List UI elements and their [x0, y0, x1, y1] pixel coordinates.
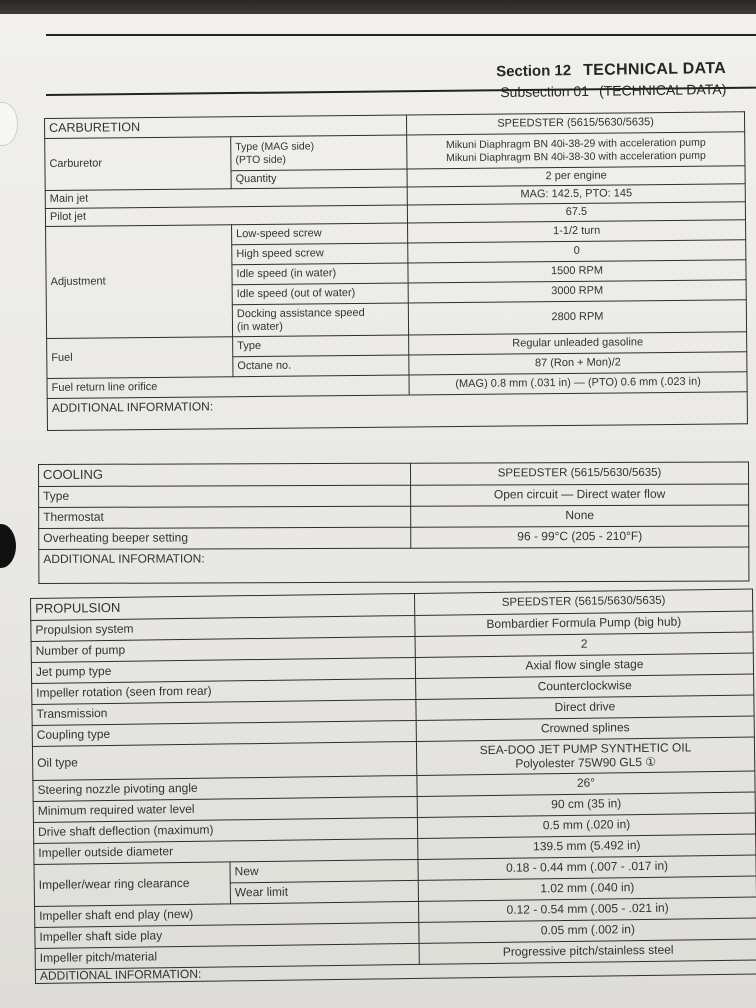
ring-clearance-new-label: New	[230, 859, 418, 882]
cooling-additional-info: ADDITIONAL INFORMATION:	[39, 547, 749, 583]
carburetor-type-label: Type (MAG side) (PTO side)	[231, 135, 407, 171]
section-title: TECHNICAL DATA	[583, 60, 727, 79]
transmission-label: Transmission	[32, 699, 416, 725]
main-jet-value: MAG: 142.5, PTO: 145	[407, 184, 745, 205]
water-level-label: Minimum required water level	[33, 796, 417, 822]
low-speed-label: Low-speed screw	[232, 223, 408, 245]
propulsion-system-label: Propulsion system	[31, 615, 415, 641]
propulsion-table	[30, 589, 756, 984]
fuel-type-label: Type	[233, 335, 409, 357]
oil-type-label: Oil type	[32, 741, 416, 780]
subsection-heading	[496, 81, 726, 100]
fuel-return-value: (MAG) 0.8 mm (.031 in) — (PTO) 0.6 mm (.023 in)	[409, 372, 747, 395]
carburetion-table	[44, 111, 748, 431]
carburetion-model: SPEEDSTER (5615/5630/5635)	[407, 112, 745, 135]
quantity-label: Quantity	[231, 169, 407, 189]
impeller-diameter-label: Impeller outside diameter	[34, 838, 418, 864]
ring-clearance-new-value: 0.18 - 0.44 mm (.007 - .017 in)	[418, 855, 756, 880]
high-speed-value: 0	[408, 240, 746, 263]
octane-label: Octane no.	[233, 355, 409, 377]
propulsion-title: PROPULSION	[31, 593, 415, 620]
idle-out-label: Idle speed (out of water)	[232, 283, 408, 305]
binder-hole-top	[0, 102, 18, 146]
shaft-deflection-label: Drive shaft deflection (maximum)	[33, 817, 417, 843]
nozzle-angle-label: Steering nozzle pivoting angle	[33, 775, 417, 801]
cooling-title: COOLING	[39, 463, 411, 486]
subsection-title: (TECHNICAL DATA)	[598, 80, 727, 99]
pump-type-label: Jet pump type	[31, 657, 415, 683]
main-jet-label: Main jet	[45, 187, 407, 208]
transmission-value: Direct drive	[416, 695, 754, 720]
pump-count-label: Number of pump	[31, 636, 415, 662]
docking-value: 2800 RPM	[408, 300, 746, 335]
section-heading	[496, 60, 726, 81]
shaft-end-play-value: 0.12 - 0.54 mm (.005 - .021 in)	[419, 897, 756, 922]
shaft-end-play-label: Impeller shaft end play (new)	[35, 901, 419, 927]
impeller-pitch-value: Progressive pitch/stainless steel	[419, 939, 756, 964]
water-level-value: 90 cm (35 in)	[417, 792, 755, 817]
shaft-deflection-value: 0.5 mm (.020 in)	[417, 813, 755, 838]
carburetor-label: Carburetor	[45, 137, 231, 191]
idle-water-value: 1500 RPM	[408, 260, 746, 283]
shaft-side-play-value: 0.05 mm (.002 in)	[419, 918, 756, 943]
pilot-jet-value: 67.5	[407, 202, 745, 223]
quantity-value: 2 per engine	[407, 166, 745, 187]
octane-value: 87 (Ron + Mon)/2	[409, 352, 747, 375]
idle-out-value: 3000 RPM	[408, 280, 746, 303]
impeller-rotation-value: Counterclockwise	[416, 674, 754, 699]
carburetor-type-value: Mikuni Diaphragm BN 40i-38-29 with acceleration pump Mikuni Diaphragm BN 40i-38-30 with acceleration pump	[407, 132, 745, 169]
page-header	[496, 60, 726, 100]
cooling-type-value: Open circuit — Direct water flow	[411, 484, 749, 506]
propulsion-system-value: Bombardier Formula Pump (big hub)	[415, 611, 753, 636]
adjustment-label: Adjustment	[46, 225, 233, 339]
coupling-label: Coupling type	[32, 720, 416, 746]
propulsion-model: SPEEDSTER (5615/5630/5635)	[414, 589, 752, 615]
binder-hole-middle	[0, 524, 16, 568]
pump-count-value: 2	[415, 632, 753, 657]
impeller-pitch-label: Impeller pitch/material	[35, 943, 419, 969]
oil-type-value: SEA-DOO JET PUMP SYNTHETIC OIL Polyolester 75W90 GL5 ①	[416, 737, 754, 775]
ring-clearance-wear-value: 1.02 mm (.040 in)	[418, 876, 756, 901]
impeller-diameter-value: 139.5 mm (5.492 in)	[418, 834, 756, 859]
pump-type-value: Axial flow single stage	[415, 653, 753, 678]
high-speed-label: High speed screw	[232, 243, 408, 265]
cooling-model: SPEEDSTER (5615/5630/5635)	[410, 462, 748, 485]
shaft-side-play-label: Impeller shaft side play	[35, 922, 419, 948]
docking-label: Docking assistance speed (in water)	[232, 303, 408, 337]
coupling-value: Crowned splines	[416, 716, 754, 741]
thermostat-value: None	[411, 505, 749, 527]
nozzle-angle-value: 26°	[417, 771, 755, 796]
cooling-type-label: Type	[39, 485, 411, 507]
beeper-value: 96 - 99°C (205 - 210°F)	[411, 526, 749, 548]
fuel-label: Fuel	[47, 337, 233, 379]
carburetion-title: CARBURETION	[45, 115, 407, 138]
ring-clearance-wear-label: Wear limit	[230, 880, 418, 903]
ring-clearance-label: Impeller/wear ring clearance	[34, 862, 231, 907]
propulsion-additional-info: ADDITIONAL INFORMATION:	[35, 960, 756, 983]
idle-water-label: Idle speed (in water)	[232, 263, 408, 285]
low-speed-value: 1-1/2 turn	[408, 220, 746, 243]
section-number: Section 12	[496, 62, 572, 81]
beeper-label: Overheating beeper setting	[39, 527, 411, 549]
subsection-number: Subsection 01	[500, 82, 590, 101]
header-rule-top	[46, 34, 756, 36]
pilot-jet-label: Pilot jet	[45, 205, 407, 226]
fuel-type-value: Regular unleaded gasoline	[409, 332, 747, 355]
thermostat-label: Thermostat	[39, 506, 411, 528]
impeller-rotation-label: Impeller rotation (seen from rear)	[32, 678, 416, 704]
carburetion-additional-info: ADDITIONAL INFORMATION:	[47, 392, 747, 431]
cooling-table	[38, 462, 749, 584]
fuel-return-label: Fuel return line orifice	[47, 375, 409, 398]
